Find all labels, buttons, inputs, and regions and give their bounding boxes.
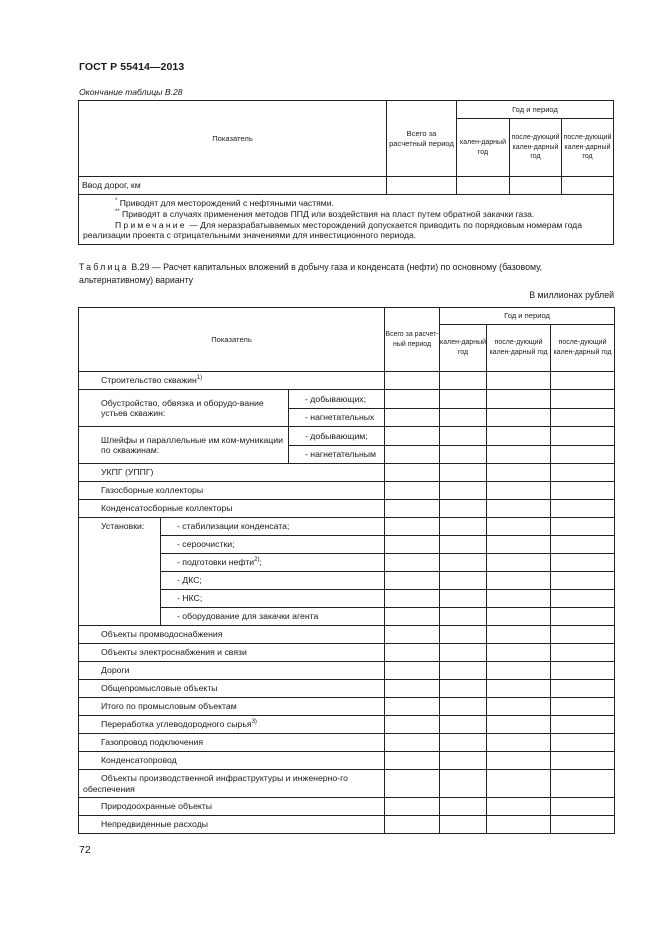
row-label: Непредвиденные расходы bbox=[79, 816, 385, 834]
table-note-text: — Для неразрабатываемых месторождений допускается приводить по порядковым номерам года реализации проекта с отрицательными значениями для инвестиционного периода. bbox=[83, 219, 582, 241]
table-b28-footnotes bbox=[79, 195, 614, 245]
row-label-text: Переработка углеводородного сырья bbox=[101, 719, 252, 730]
table-cell bbox=[440, 554, 487, 572]
table-cell bbox=[551, 752, 615, 770]
row-sublabel: - стабилизации конденсата; bbox=[161, 518, 385, 536]
table-cell bbox=[385, 734, 440, 752]
table-cell bbox=[385, 554, 440, 572]
table-cell bbox=[551, 536, 615, 554]
table-cell bbox=[440, 518, 487, 536]
row-label: Шлейфы и параллельные им ком-муникации по скважинам: bbox=[79, 427, 289, 464]
table-b28-head-indicator: Показатель bbox=[79, 101, 387, 177]
table-row bbox=[79, 500, 615, 518]
table-cell bbox=[487, 554, 551, 572]
table-cell bbox=[551, 662, 615, 680]
table-cell bbox=[440, 500, 487, 518]
table-cell bbox=[385, 446, 440, 464]
table-cell bbox=[551, 644, 615, 662]
table-row bbox=[79, 716, 615, 734]
table-cell bbox=[440, 608, 487, 626]
table-cell bbox=[385, 482, 440, 500]
row-label-sup: 1) bbox=[196, 375, 203, 382]
table-cell bbox=[385, 770, 440, 798]
table-cell bbox=[385, 464, 440, 482]
footnote-1-marker: * bbox=[115, 197, 118, 204]
table-cell bbox=[487, 644, 551, 662]
row-label: Итого по промысловым объектам bbox=[79, 698, 385, 716]
table-cell bbox=[487, 536, 551, 554]
table-row bbox=[79, 482, 615, 500]
row-label: Природоохранные объекты bbox=[79, 798, 385, 816]
row-sublabel: - нагнетательных bbox=[289, 409, 385, 427]
row-label bbox=[79, 716, 385, 734]
table-cell bbox=[551, 590, 615, 608]
table-b29-caption-label: Таблица bbox=[79, 262, 129, 272]
table-cell bbox=[440, 626, 487, 644]
table-cell bbox=[440, 698, 487, 716]
table-b29-head-col2: после-дующий кален-дарный год bbox=[487, 325, 551, 372]
table-b28 bbox=[78, 100, 614, 245]
table-b28-head-year-group: Год и период bbox=[457, 101, 614, 119]
row-sublabel-text: - подготовки нефти bbox=[177, 557, 255, 568]
table-cell bbox=[440, 770, 487, 798]
table-cell bbox=[440, 536, 487, 554]
table-cell bbox=[551, 734, 615, 752]
table-cell bbox=[487, 590, 551, 608]
table-cell bbox=[385, 427, 440, 446]
table-cell bbox=[385, 626, 440, 644]
table-cell bbox=[487, 816, 551, 834]
row-sublabel bbox=[161, 554, 385, 572]
table-cell bbox=[440, 464, 487, 482]
table-cell bbox=[551, 446, 615, 464]
row-label: Газосборные коллекторы bbox=[79, 482, 385, 500]
table-cell bbox=[385, 752, 440, 770]
table-cell bbox=[385, 390, 440, 409]
footnote-1 bbox=[83, 198, 609, 209]
table-cell bbox=[385, 680, 440, 698]
table-cell bbox=[551, 427, 615, 446]
row-label-sup: 3) bbox=[251, 719, 257, 726]
table-cell bbox=[440, 409, 487, 427]
table-cell bbox=[440, 798, 487, 816]
table-b28-head-col2: после-дующий кален-дарный год bbox=[510, 119, 562, 177]
row-label-text: Строительство скважин bbox=[101, 375, 197, 386]
table-cell bbox=[551, 680, 615, 698]
row-sublabel: - оборудование для закачки агента bbox=[161, 608, 385, 626]
table-row bbox=[79, 372, 615, 390]
table-row bbox=[79, 518, 615, 536]
footnote-2 bbox=[83, 209, 609, 220]
table-cell bbox=[551, 482, 615, 500]
table-row bbox=[79, 464, 615, 482]
table-row bbox=[79, 644, 615, 662]
table-cell bbox=[551, 518, 615, 536]
table-row bbox=[79, 752, 615, 770]
table-b29-head-col3: после-дующий кален-дарный год bbox=[551, 325, 615, 372]
table-note-label: Примечание bbox=[115, 219, 187, 230]
table-cell bbox=[385, 716, 440, 734]
table-cell bbox=[487, 427, 551, 446]
table-b28-row-label: Ввод дорог, км bbox=[79, 177, 387, 195]
table-cell bbox=[487, 752, 551, 770]
table-cell bbox=[385, 372, 440, 390]
table-row bbox=[79, 662, 615, 680]
table-b29-caption-text: В.29 — Расчет капитальных вложений в добычу газа и конденсата (нефти) по основному (базовому, альтернативному) варианту bbox=[79, 262, 543, 285]
row-label: Обустройство, обвязка и оборудо-вание устьев скважин: bbox=[79, 390, 289, 427]
table-cell bbox=[487, 572, 551, 590]
table-row bbox=[79, 626, 615, 644]
table-cell bbox=[487, 390, 551, 409]
table-row bbox=[79, 798, 615, 816]
table-b29-head-col1: кален-дарный год bbox=[440, 325, 487, 372]
row-label: Конденсатопровод bbox=[79, 752, 385, 770]
table-b28-caption: Окончание таблицы В.28 bbox=[79, 87, 183, 97]
table-cell bbox=[487, 518, 551, 536]
footnote-1-text: Приводят для месторождений с нефтяными частями. bbox=[117, 197, 334, 208]
table-row bbox=[79, 427, 615, 446]
table-cell bbox=[551, 390, 615, 409]
table-cell bbox=[562, 177, 614, 195]
row-label: Дороги bbox=[79, 662, 385, 680]
row-sublabel: - НКС; bbox=[161, 590, 385, 608]
table-cell bbox=[487, 680, 551, 698]
table-cell bbox=[551, 572, 615, 590]
table-cell bbox=[551, 554, 615, 572]
table-cell bbox=[440, 427, 487, 446]
table-cell bbox=[440, 482, 487, 500]
row-sublabel-sup: 2) bbox=[254, 557, 260, 564]
table-cell bbox=[551, 798, 615, 816]
units-label: В миллионах рублей bbox=[529, 290, 614, 300]
row-sublabel: - ДКС; bbox=[161, 572, 385, 590]
table-cell bbox=[440, 752, 487, 770]
table-b28-head-col3: после-дующий кален-дарный год bbox=[562, 119, 614, 177]
row-label: Конденсатосборные коллекторы bbox=[79, 500, 385, 518]
row-sublabel: - добывающих; bbox=[289, 390, 385, 409]
table-row bbox=[79, 734, 615, 752]
table-cell bbox=[385, 644, 440, 662]
row-sublabel: - сероочистки; bbox=[161, 536, 385, 554]
row-label: Объекты электроснабжения и связи bbox=[79, 644, 385, 662]
table-b28-head-total: Всего за расчетный период bbox=[387, 101, 457, 177]
row-label: Объекты производственной инфраструктуры и инженерно-го обеспечения bbox=[79, 770, 385, 798]
table-cell bbox=[440, 590, 487, 608]
table-cell bbox=[487, 464, 551, 482]
table-b29-caption bbox=[79, 261, 615, 286]
row-label: УКПГ (УППГ) bbox=[79, 464, 385, 482]
table-cell bbox=[551, 816, 615, 834]
table-cell bbox=[551, 500, 615, 518]
table-cell bbox=[385, 816, 440, 834]
table-cell bbox=[487, 770, 551, 798]
row-sublabel: - добывающим; bbox=[289, 427, 385, 446]
table-cell bbox=[385, 608, 440, 626]
table-cell bbox=[385, 409, 440, 427]
table-cell bbox=[440, 816, 487, 834]
row-sublabel-end: ; bbox=[259, 557, 262, 568]
table-cell bbox=[551, 698, 615, 716]
table-cell bbox=[487, 608, 551, 626]
table-cell bbox=[487, 698, 551, 716]
table-cell bbox=[551, 464, 615, 482]
table-cell bbox=[385, 590, 440, 608]
table-b29 bbox=[78, 307, 615, 834]
table-cell bbox=[487, 798, 551, 816]
table-cell bbox=[487, 734, 551, 752]
table-b29-head-total: Всего за расчет-ный период bbox=[385, 308, 440, 372]
row-label: Общепромысловые объекты bbox=[79, 680, 385, 698]
table-cell bbox=[440, 680, 487, 698]
table-cell bbox=[440, 390, 487, 409]
table-b29-head-year-group: Год и период bbox=[440, 308, 615, 325]
page-number: 72 bbox=[79, 844, 91, 856]
row-label: Газопровод подключения bbox=[79, 734, 385, 752]
table-note bbox=[83, 220, 609, 242]
table-cell bbox=[385, 536, 440, 554]
table-cell bbox=[440, 644, 487, 662]
table-cell bbox=[385, 500, 440, 518]
table-cell bbox=[440, 734, 487, 752]
table-cell bbox=[385, 798, 440, 816]
table-row bbox=[79, 816, 615, 834]
row-sublabel: - нагнетательным bbox=[289, 446, 385, 464]
table-cell bbox=[487, 446, 551, 464]
table-cell bbox=[487, 662, 551, 680]
table-row bbox=[79, 680, 615, 698]
table-row bbox=[79, 390, 615, 409]
table-row bbox=[79, 770, 615, 798]
table-cell bbox=[487, 500, 551, 518]
table-b29-head-indicator: Показатель bbox=[79, 308, 385, 372]
table-cell bbox=[385, 572, 440, 590]
document-header-title: ГОСТ Р 55414—2013 bbox=[79, 61, 185, 73]
row-label: Установки: bbox=[79, 518, 161, 626]
row-label bbox=[79, 372, 385, 390]
table-cell bbox=[440, 662, 487, 680]
row-label: Объекты промводоснабжения bbox=[79, 626, 385, 644]
table-cell bbox=[551, 626, 615, 644]
table-cell bbox=[440, 572, 487, 590]
table-cell bbox=[551, 716, 615, 734]
table-cell bbox=[551, 608, 615, 626]
table-cell bbox=[551, 372, 615, 390]
table-cell bbox=[387, 177, 457, 195]
table-cell bbox=[440, 372, 487, 390]
table-row bbox=[79, 698, 615, 716]
table-cell bbox=[385, 662, 440, 680]
table-cell bbox=[551, 409, 615, 427]
table-cell bbox=[440, 446, 487, 464]
table-cell bbox=[551, 770, 615, 798]
table-cell bbox=[385, 698, 440, 716]
table-cell bbox=[487, 626, 551, 644]
table-b28-head-col1: кален-дарный год bbox=[457, 119, 510, 177]
table-cell bbox=[487, 409, 551, 427]
table-cell bbox=[457, 177, 510, 195]
table-cell bbox=[440, 716, 487, 734]
table-cell bbox=[487, 716, 551, 734]
footnote-2-text: Приводят в случаях применения методов ППД или воздействия на пласт путем обратной закачки газа. bbox=[119, 208, 535, 219]
table-cell bbox=[510, 177, 562, 195]
footnote-2-marker: ** bbox=[115, 208, 120, 215]
table-cell bbox=[487, 482, 551, 500]
table-cell bbox=[487, 372, 551, 390]
table-cell bbox=[385, 518, 440, 536]
